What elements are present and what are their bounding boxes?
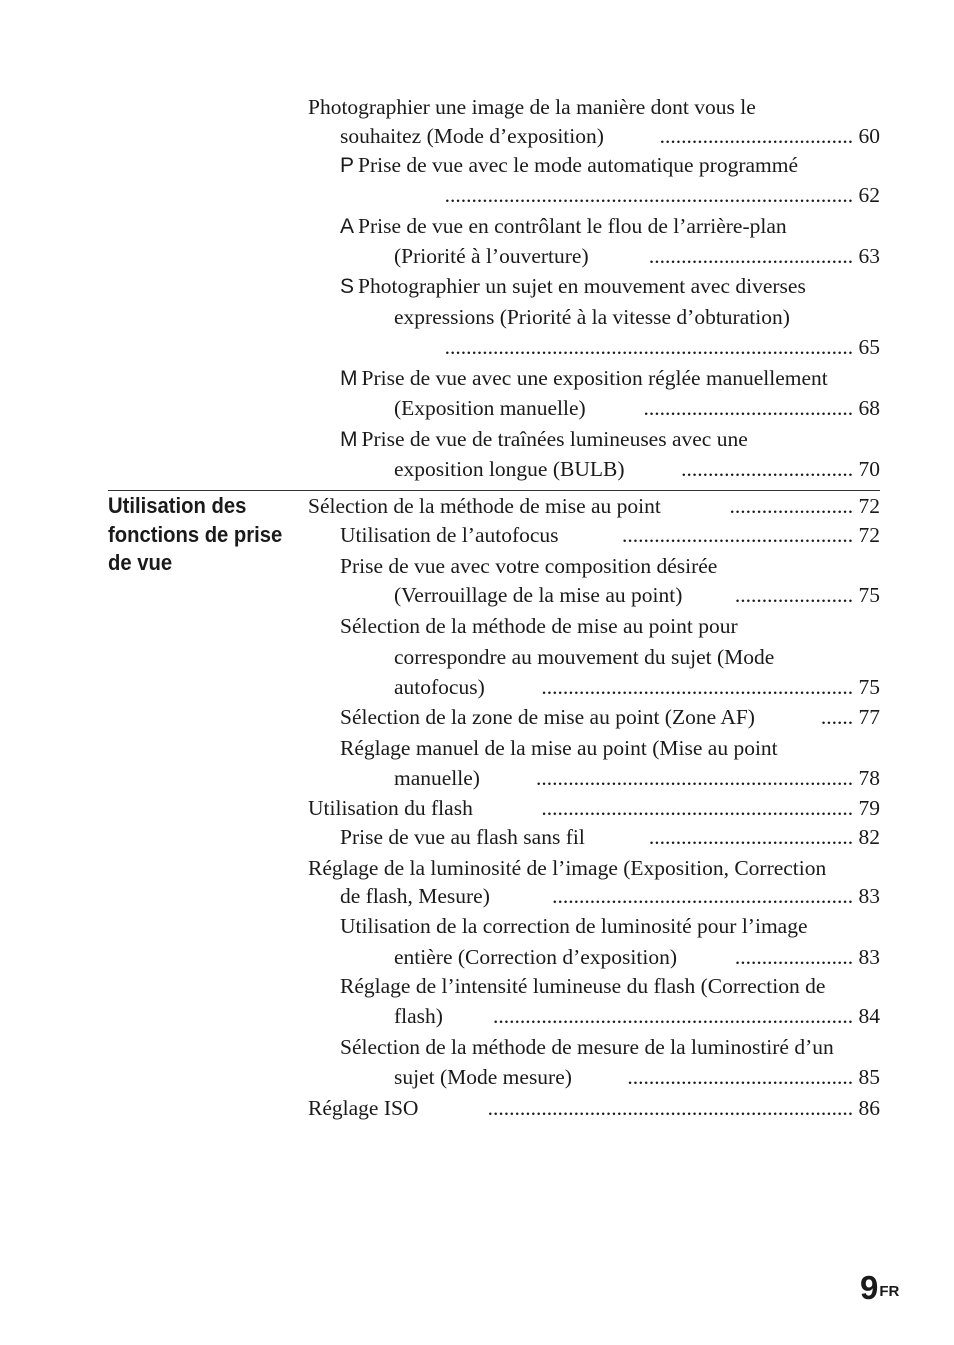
toc-entry: (Exposition manuelle) bbox=[394, 396, 586, 420]
toc-entry: Utilisation de l’autofocus bbox=[340, 523, 559, 547]
mode-m-icon: M bbox=[340, 367, 358, 390]
toc-leader: ........................................................ 83 bbox=[552, 884, 880, 908]
toc-leader: .................................... 60 bbox=[659, 124, 880, 148]
toc-entry: sujet (Mode mesure) bbox=[394, 1065, 572, 1089]
toc-leader: ................................................................... 84 bbox=[493, 1004, 880, 1028]
language-code: FR bbox=[879, 1283, 900, 1300]
page-ref: 77 bbox=[858, 705, 880, 729]
toc-leader: ...................... 75 bbox=[734, 583, 880, 607]
toc-entry: Réglage ISO bbox=[308, 1096, 419, 1120]
page-ref: 62 bbox=[858, 183, 880, 207]
page-number: $9^{FR}$ bbox=[860, 1269, 900, 1306]
toc-entry: Prise de vue avec votre composition désirée bbox=[340, 554, 718, 578]
toc-entry: exposition longue (BULB) bbox=[394, 457, 625, 481]
toc-entry: Sélection de la méthode de mise au point pour bbox=[340, 614, 738, 638]
mode-p-icon: P bbox=[340, 154, 355, 177]
toc-entry: M Prise de vue de traînées lumineuses avec une bbox=[340, 427, 748, 451]
toc-leader: .......................................................... 75 bbox=[541, 675, 880, 699]
toc-leader: ....................................... 68 bbox=[643, 396, 880, 420]
page-ref: 86 bbox=[858, 1096, 880, 1120]
toc-entry: manuelle) bbox=[394, 766, 480, 790]
toc-entry: M Prise de vue avec une exposition réglée manuellement bbox=[340, 366, 828, 390]
toc-leader: ...................................... 82 bbox=[648, 825, 880, 849]
page-ref: 83 bbox=[858, 945, 880, 969]
toc-leader: ............................................................................ 62 bbox=[444, 183, 880, 207]
page-ref: 83 bbox=[858, 884, 880, 908]
section-heading: Utilisation des fonctions de prise de vue bbox=[108, 493, 283, 575]
toc-entry: P Prise de vue avec le mode automatique programmé bbox=[340, 153, 799, 177]
toc-leader: ...................... 83 bbox=[734, 945, 880, 969]
toc-leader: ...................................... 63 bbox=[648, 244, 880, 268]
toc-entry: Sélection de la zone de mise au point (Zone AF) bbox=[340, 705, 755, 729]
toc-entry: correspondre au mouvement du sujet (Mode bbox=[394, 645, 775, 669]
toc-entry: souhaitez (Mode d’exposition) bbox=[340, 124, 604, 148]
toc-leader: .......................................... 85 bbox=[627, 1065, 880, 1089]
toc-leader: ....................... 72 bbox=[729, 494, 880, 518]
toc-leader: ............................................................................ 65 bbox=[444, 335, 880, 359]
toc-entry: Sélection de la méthode de mise au point bbox=[308, 494, 661, 518]
toc-entry: S Photographier un sujet en mouvement avec diverses bbox=[340, 274, 806, 298]
page-ref: 84 bbox=[858, 1004, 880, 1028]
toc-leader: .......................................................... 79 bbox=[541, 796, 880, 820]
toc-entry: Sélection de la méthode de mesure de la luminostiré d’un bbox=[340, 1035, 834, 1059]
toc-entry: de flash, Mesure) bbox=[340, 884, 490, 908]
toc-leader: .................................................................... 86 bbox=[487, 1096, 880, 1120]
toc-leader: ...... 77 bbox=[820, 705, 880, 729]
page-ref: 68 bbox=[858, 396, 880, 420]
page-ref: 70 bbox=[858, 457, 880, 481]
page-ref: 60 bbox=[858, 124, 880, 148]
toc-entry: A Prise de vue en contrôlant le flou de l’arrière-plan bbox=[340, 214, 787, 238]
page-ref: 75 bbox=[858, 675, 880, 699]
toc-entry: autofocus) bbox=[394, 675, 485, 699]
toc-entry: Prise de vue au flash sans fil bbox=[340, 825, 585, 849]
toc-entry: flash) bbox=[394, 1004, 443, 1028]
page-ref: 72 bbox=[858, 523, 880, 547]
toc-leader: ........................................................... 78 bbox=[536, 766, 880, 790]
toc-entry: Utilisation de la correction de luminosité pour l’image bbox=[340, 914, 808, 938]
toc-entry: Réglage de l’intensité lumineuse du flash (Correction de bbox=[340, 974, 826, 998]
page-ref: 75 bbox=[858, 583, 880, 607]
mode-a-icon: A bbox=[340, 215, 355, 238]
toc-leader: ........................................... 72 bbox=[622, 523, 880, 547]
mode-s-icon: S bbox=[340, 275, 355, 298]
mode-m-icon: M bbox=[340, 428, 358, 451]
toc-entry: (Priorité à l’ouverture) bbox=[394, 244, 589, 268]
toc-entry: entière (Correction d’exposition) bbox=[394, 945, 677, 969]
page-ref: 79 bbox=[858, 796, 880, 820]
page-ref: 78 bbox=[858, 766, 880, 790]
toc-entry: Utilisation du flash bbox=[308, 796, 473, 820]
toc-entry: Photographier une image de la manière dont vous le bbox=[308, 95, 756, 119]
toc-entry: Réglage manuel de la mise au point (Mise au point bbox=[340, 736, 778, 760]
page-ref: 85 bbox=[858, 1065, 880, 1089]
toc-leader: ................................ 70 bbox=[681, 457, 880, 481]
page-ref: 65 bbox=[858, 335, 880, 359]
toc-entry: Réglage de la luminosité de l’image (Exposition, Correction bbox=[308, 856, 827, 880]
toc-entry: expressions (Priorité à la vitesse d’obturation) bbox=[394, 305, 790, 329]
page-ref: 72 bbox=[858, 494, 880, 518]
page-ref: 82 bbox=[858, 825, 880, 849]
page-ref: 63 bbox=[858, 244, 880, 268]
toc-entry: (Verrouillage de la mise au point) bbox=[394, 583, 683, 607]
